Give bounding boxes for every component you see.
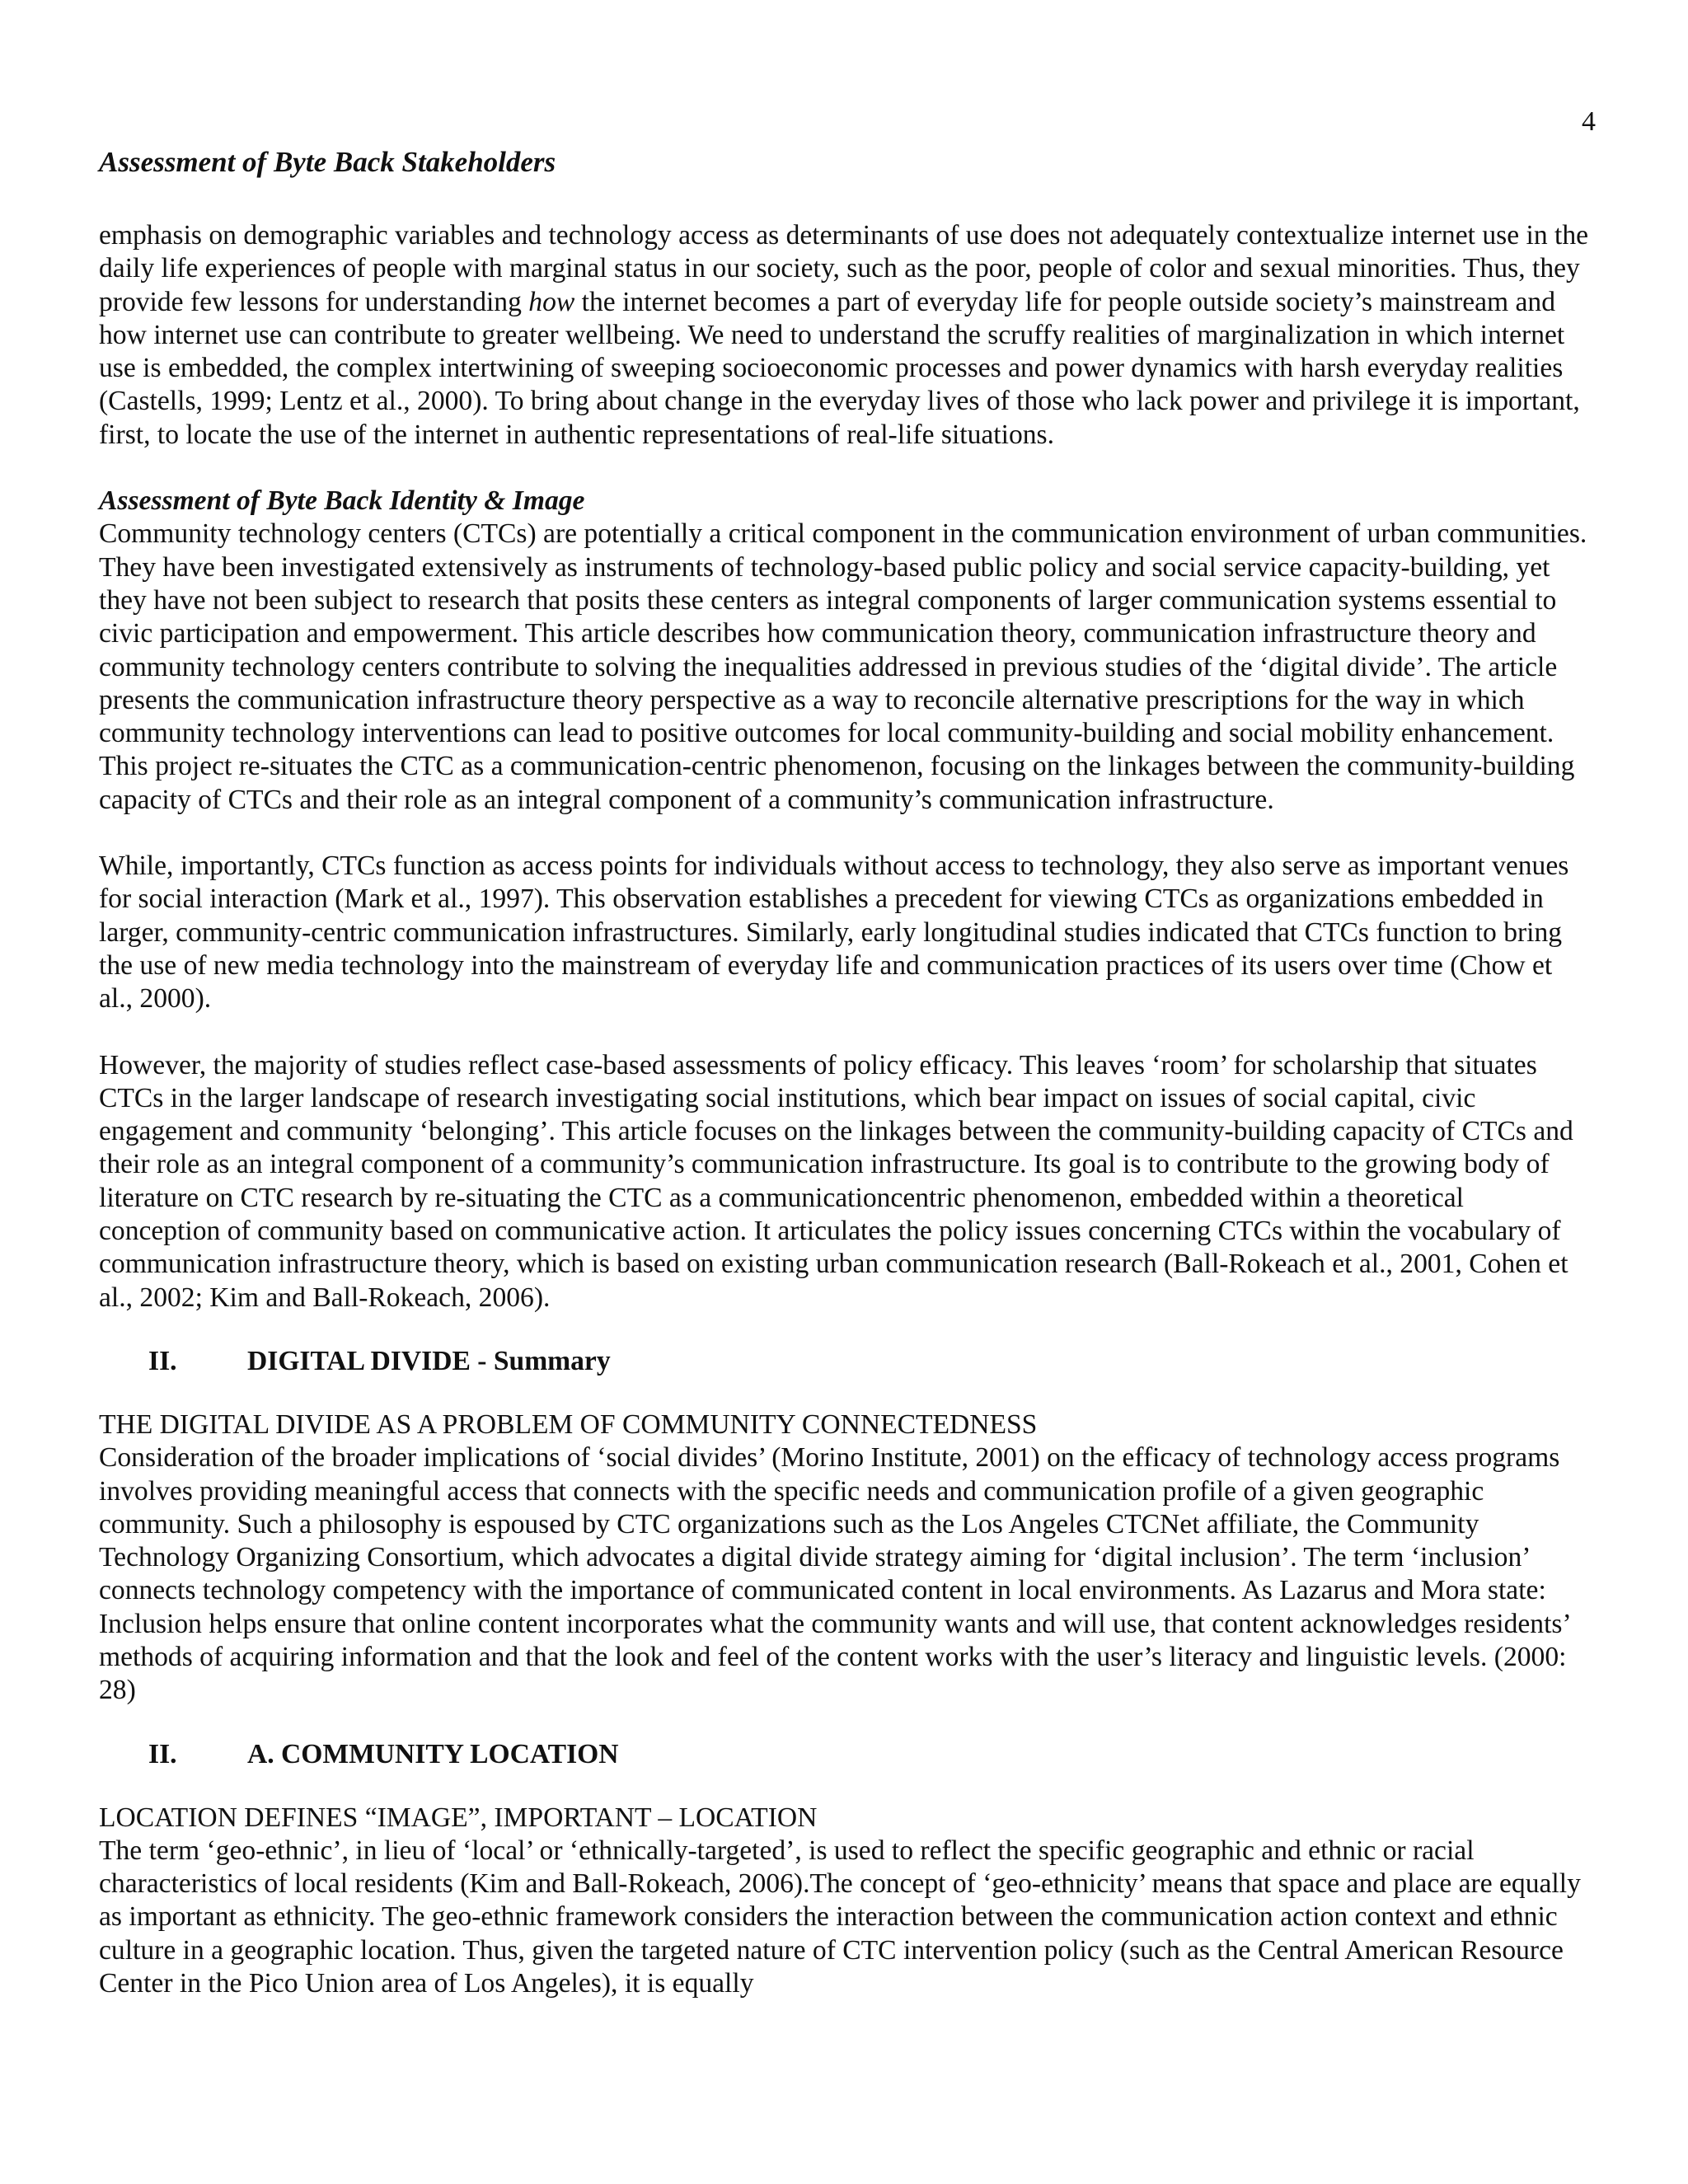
digital-divide-subtitle: THE DIGITAL DIVIDE AS A PROBLEM OF COMMUNITY CONNECTEDNESS — [99, 1408, 1038, 1440]
intro-paragraph — [99, 219, 1591, 452]
section-title: A. COMMUNITY LOCATION — [247, 1738, 619, 1769]
digital-divide-paragraph: Consideration of the broader implications of ‘social divides’ (Morino Institute, 2001) on the efficacy of technology access programs involves providing meaningful access that connects with the specific needs and communication profile of a given geographic community. Such a philosophy is espoused by CTC organizations such as the Los Angeles CTCNet affiliate, the Community Technology Organizing Consortium, which advocates a digital divide strategy aiming for ‘digital inclusion’. The term ‘inclusion’ connects technology competency with the importance of communicated content in local environments. As Lazarus and Mora state: Inclusion helps ensure that online content incorporates what the community wants and will use, that content acknowledges residents’ methods of acquiring information and that the look and feel of the content works with the user’s literacy and linguistic levels. (2000: 28) — [99, 1442, 1570, 1706]
digital-divide-heading — [148, 1341, 1591, 1382]
header-title: Assessment of Byte Back Stakeholders — [99, 146, 556, 178]
community-location-heading — [148, 1734, 1591, 1775]
section-number: II. — [148, 1738, 177, 1769]
section-title: DIGITAL DIVIDE - Summary — [247, 1345, 611, 1376]
identity-paragraph-1: Community technology centers (CTCs) are potentially a critical component in the communication environment of urban communities. They have been investigated extensively as instruments of technology-based public policy and social service capacity-building, yet they have not been subject to research that posits these centers as integral components of larger communication systems essential to civic participation and empowerment. This article describes how communication theory, communication infrastructure theory and community technology centers contribute to solving the inequalities addressed in previous studies of the ‘digital divide’. The article presents the communication infrastructure theory perspective as a way to reconcile alternative prescriptions for the way in which community technology interventions can lead to positive outcomes for local community-building and social mobility enhancement. This project re-situates the CTC as a communication-centric phenomenon, focusing on the linkages between the community-building capacity of CTCs and their role as an integral component of a community’s communication infrastructure. — [99, 518, 1587, 815]
document-body — [99, 219, 1591, 2000]
identity-paragraph-3: However, the majority of studies reflect case-based assessments of policy efficacy. This leaves ‘room’ for scholarship that situates CTCs in the larger landscape of research investigating social institutions, which bear impact on issues of social capital, civic engagement and community ‘belonging’. This article focuses on the linkages between the community-building capacity of CTCs and their role as an integral component of a community’s communication infrastructure. Its goal is to contribute to the growing body of literature on CTC research by re-situating the CTC as a communicationcentric phenomenon, embedded within a theoretical conception of community based on communicative action. It articulates the policy issues concerning CTCs within the vocabulary of communication infrastructure theory, which is based on existing urban communication research (Ball-Rokeach et al., 2001, Cohen et al., 2002; Kim and Ball-Rokeach, 2006). — [99, 1049, 1573, 1313]
intro-text-before: emphasis on demographic variables and technology access as determinants of use does not adequately contextualize internet use in the daily life experiences of people with marginal status in our society, such as the poor, people of color and sexual minorities. Thus, they provide few lessons for understanding — [99, 220, 1589, 317]
intro-text-after: the internet becomes a part of everyday life for people outside society’s mainstream and how internet use can contribute to greater wellbeing. We need to understand the scruffy realities of marginalization in which internet use is embedded, the complex intertwining of sweeping socioeconomic processes and power dynamics with harsh everyday realities (Castells, 1999; Lentz et al., 2000). To bring about change in the everyday lives of those who lack power and privilege it is important, first, to locate the use of the internet in authentic representations of real-life situations. — [99, 286, 1580, 450]
section-number: II. — [148, 1345, 177, 1376]
intro-emphasis: how — [528, 286, 575, 317]
identity-section-heading: Assessment of Byte Back Identity & Image — [99, 485, 585, 517]
community-location-subtitle: LOCATION DEFINES “IMAGE”, IMPORTANT – LOCATION — [99, 1802, 818, 1833]
community-location-paragraph: The term ‘geo-ethnic’, in lieu of ‘local’ or ‘ethnically-targeted’, is used to reflect the specific geographic and ethnic or racial characteristics of local residents (Kim and Ball-Rokeach, 2006).The concept of ‘geo-ethnicity’ means that space and place are equally as important as ethnicity. The geo-ethnic framework considers the interaction between the communication action context and ethnic culture in a geographic location. Thus, given the targeted nature of CTC intervention policy (such as the Central American Resource Center in the Pico Union area of Los Angeles), it is equally — [99, 1835, 1581, 1999]
identity-paragraph-2: While, importantly, CTCs function as access points for individuals without access to technology, they also serve as important venues for social interaction (Mark et al., 1997). This observation establishes a precedent for viewing CTCs as organizations embedded in larger, community-centric communication infrastructures. Similarly, early longitudinal studies indicated that CTCs function to bring the use of new media technology into the mainstream of everyday life and communication practices of its users over time (Chow et al., 2000). — [99, 851, 1569, 1015]
page-number: 4 — [1582, 106, 1596, 137]
